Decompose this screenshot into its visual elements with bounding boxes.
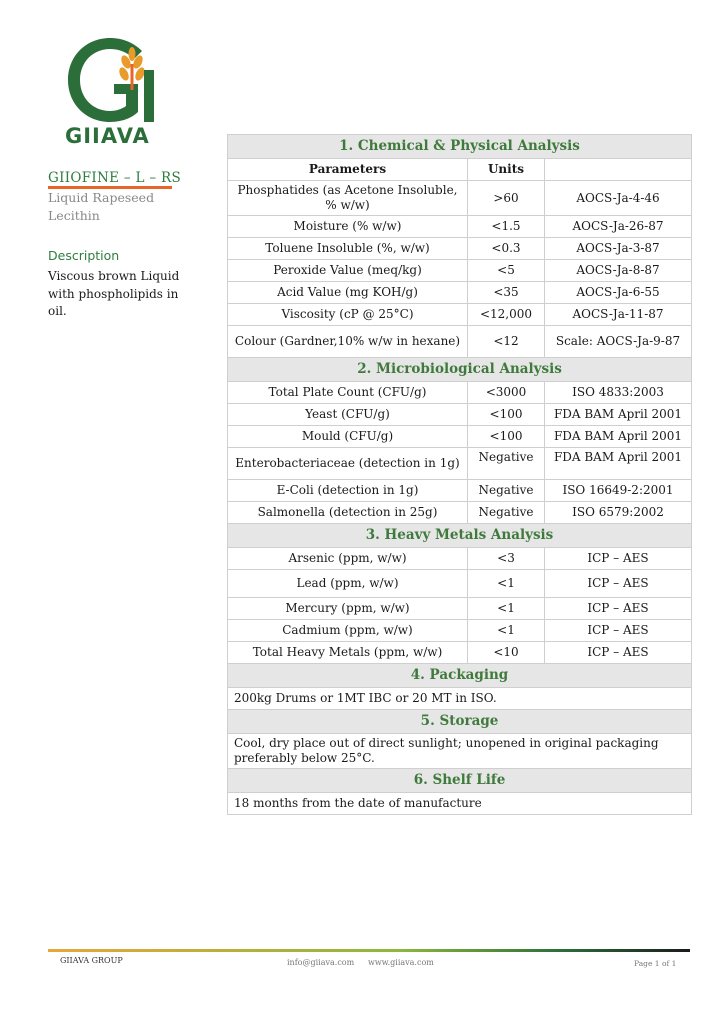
value-cell: <100 [468,404,545,426]
column-header-units: Units [468,159,545,181]
value-cell: <5 [468,260,545,282]
value-cell: <100 [468,426,545,448]
column-header-method [545,159,692,181]
param-cell: Peroxide Value (meq/kg) [228,260,468,282]
product-name: GIIOFINE – L – RS [48,170,182,186]
table-row [228,216,692,238]
section-title: 3. Heavy Metals Analysis [228,524,692,548]
param-cell: Moisture (% w/w) [228,216,468,238]
text-row [228,793,692,815]
section-title: 1. Chemical & Physical Analysis [228,135,692,159]
table-row [228,260,692,282]
text-row [228,688,692,710]
method-cell: FDA BAM April 2001 [545,426,692,448]
table-row [228,404,692,426]
value-cell: <1 [468,620,545,642]
column-header-row [228,159,692,181]
value-cell: <12,000 [468,304,545,326]
method-cell: ISO 16649-2:2001 [545,480,692,502]
param-cell: Phosphatides (as Acetone Insoluble, % w/w) [228,181,468,216]
section-header-storage [228,710,692,734]
footer-page-number: Page 1 of 1 [634,959,677,968]
table-row [228,448,692,480]
section-title: 6. Shelf Life [228,769,692,793]
logo-mark-icon [64,34,156,130]
value-cell: <1 [468,570,545,598]
text-row [228,734,692,769]
method-cell: ICP – AES [545,620,692,642]
table-row [228,326,692,358]
table-row [228,548,692,570]
section-title: 5. Storage [228,710,692,734]
table-row [228,570,692,598]
method-cell: ICP – AES [545,598,692,620]
shelf-life-text: 18 months from the date of manufacture [228,793,692,815]
method-cell: Scale: AOCS-Ja-9-87 [545,326,692,358]
footer-company: GIIAVA GROUP [60,956,123,965]
table-row [228,304,692,326]
method-cell: AOCS-Ja-11-87 [545,304,692,326]
footer-email[interactable]: info@giiava.com [287,958,355,967]
method-cell: AOCS-Ja-4-46 [545,181,692,216]
value-cell: Negative [468,480,545,502]
param-cell: E-Coli (detection in 1g) [228,480,468,502]
method-cell: FDA BAM April 2001 [545,448,692,480]
param-cell: Enterobacteriaceae (detection in 1g) [228,448,468,480]
method-cell: AOCS-Ja-3-87 [545,238,692,260]
table-row [228,181,692,216]
table-row [228,620,692,642]
method-cell: AOCS-Ja-26-87 [545,216,692,238]
description-heading: Description [48,248,120,263]
column-header-parameters: Parameters [228,159,468,181]
param-cell: Viscosity (cP @ 25°C) [228,304,468,326]
product-subtitle: Liquid Rapeseed Lecithin [48,190,155,223]
param-cell: Mercury (ppm, w/w) [228,598,468,620]
section-header-microbiological [228,358,692,382]
section-title: 4. Packaging [228,664,692,688]
table-row [228,382,692,404]
value-cell: <0.3 [468,238,545,260]
table-row [228,598,692,620]
section-title: 2. Microbiological Analysis [228,358,692,382]
value-cell: <3 [468,548,545,570]
method-cell: AOCS-Ja-8-87 [545,260,692,282]
value-cell: Negative [468,502,545,524]
value-cell: <3000 [468,382,545,404]
section-header-packaging [228,664,692,688]
value-cell: <1 [468,598,545,620]
method-cell: ICP – AES [545,570,692,598]
param-cell: Total Plate Count (CFU/g) [228,382,468,404]
table-row [228,502,692,524]
method-cell: ISO 4833:2003 [545,382,692,404]
section-header-chemical [228,135,692,159]
table-row [228,426,692,448]
param-cell: Yeast (CFU/g) [228,404,468,426]
param-cell: Toluene Insoluble (%, w/w) [228,238,468,260]
param-cell: Colour (Gardner,10% w/w in hexane) [228,326,468,358]
method-cell: FDA BAM April 2001 [545,404,692,426]
storage-text: Cool, dry place out of direct sunlight; unopened in original packaging preferably below 25°C. [228,734,692,769]
param-cell: Mould (CFU/g) [228,426,468,448]
value-cell: >60 [468,181,545,216]
section-header-heavy-metals [228,524,692,548]
param-cell: Cadmium (ppm, w/w) [228,620,468,642]
value-cell: <1.5 [468,216,545,238]
param-cell: Acid Value (mg KOH/g) [228,282,468,304]
table-row [228,480,692,502]
value-cell: Negative [468,448,545,480]
method-cell: ICP – AES [545,548,692,570]
table-row [228,642,692,664]
param-cell: Total Heavy Metals (ppm, w/w) [228,642,468,664]
logo-text: GIIAVA [65,124,150,148]
method-cell: AOCS-Ja-6-55 [545,282,692,304]
param-cell: Salmonella (detection in 25g) [228,502,468,524]
param-cell: Lead (ppm, w/w) [228,570,468,598]
value-cell: <35 [468,282,545,304]
value-cell: <12 [468,326,545,358]
method-cell: ICP – AES [545,642,692,664]
description-text: Viscous brown Liquid with phospholipids in oil. [48,269,180,318]
specification-table [227,134,692,815]
method-cell: ISO 6579:2002 [545,502,692,524]
packaging-text: 200kg Drums or 1MT IBC or 20 MT in ISO. [228,688,692,710]
table-row [228,238,692,260]
table-row [228,282,692,304]
param-cell: Arsenic (ppm, w/w) [228,548,468,570]
section-header-shelf-life [228,769,692,793]
value-cell: <10 [468,642,545,664]
footer-website[interactable]: www.giiava.com [368,958,434,967]
footer-rule [48,949,690,952]
